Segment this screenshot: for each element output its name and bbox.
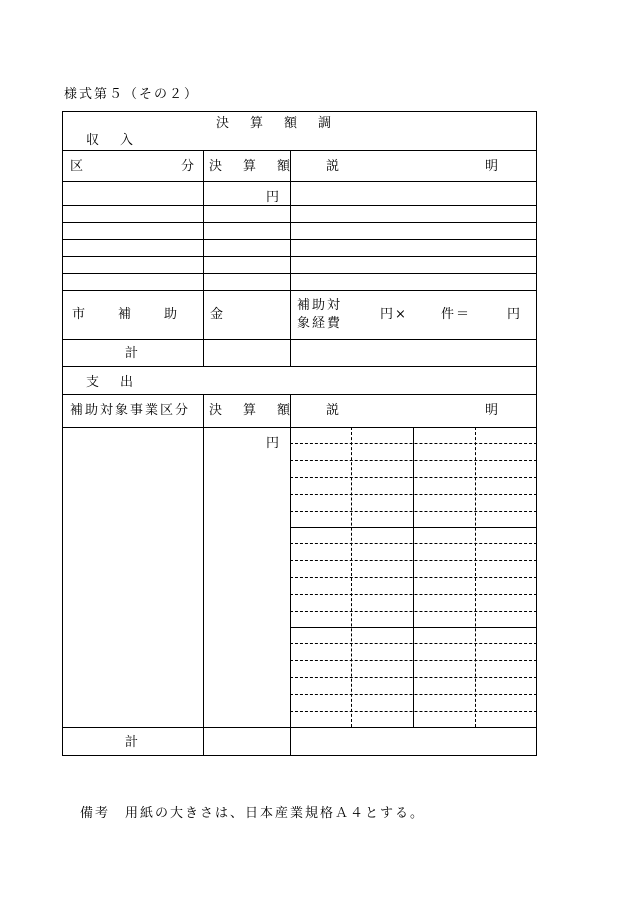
income-header-bottom-line [62, 181, 537, 182]
income-amount-header: 決 算 額 [209, 159, 295, 174]
expense-total-top-line [62, 727, 537, 728]
expense-header-top-line [62, 394, 537, 395]
income-desc-header-2: 明 [485, 159, 499, 174]
expense-col-divider-2 [290, 394, 291, 756]
desc-grid-dashed-row [290, 711, 537, 712]
income-desc-header: 説 [326, 159, 340, 174]
desc-grid-dashed-row [290, 560, 537, 561]
income-col-divider-1 [203, 150, 204, 366]
income-col-divider-2 [290, 150, 291, 366]
income-category-header-2: 分 [181, 159, 195, 174]
income-row-line [62, 273, 537, 274]
subsidy-target-label-1: 補助対 [297, 298, 343, 313]
desc-grid-dashed-row [290, 643, 537, 644]
desc-grid-dashed-row [290, 443, 537, 444]
desc-grid-dashed-row [290, 594, 537, 595]
subsidy-target-label-2: 象経費 [297, 316, 343, 331]
income-total-top-line [62, 339, 537, 340]
desc-grid-dashed-row [290, 611, 537, 612]
income-section-label: 収 入 [86, 133, 138, 148]
income-row-line [62, 239, 537, 240]
desc-grid-group-line [290, 527, 537, 528]
city-subsidy-label: 市 補 助 金 [72, 307, 234, 322]
desc-grid-dashed-row [290, 477, 537, 478]
desc-grid-dashed-row [290, 511, 537, 512]
expense-section-label: 支 出 [86, 375, 138, 390]
income-yen-mark: 円 [266, 190, 280, 205]
form-title: 決 算 額 調 [216, 116, 336, 131]
formula-yen-result: 円 [507, 307, 521, 322]
formula-yen-times: 円× [380, 307, 408, 322]
desc-grid-dashed-row [290, 677, 537, 678]
desc-grid-dashed-row [290, 460, 537, 461]
expense-total-label: 計 [125, 735, 139, 750]
expense-yen-mark: 円 [266, 436, 280, 451]
income-total-label: 計 [125, 346, 139, 361]
desc-grid-dashed-row [290, 494, 537, 495]
desc-grid-dashed-row [290, 577, 537, 578]
expense-amount-header: 決 算 額 [209, 403, 295, 418]
expense-col-divider-1 [203, 394, 204, 756]
desc-grid-dashed-row [290, 660, 537, 661]
income-header-top-line [62, 150, 537, 151]
income-row-line [62, 205, 537, 206]
footer-note: 備考 用紙の大きさは、日本産業規格Ａ４とする。 [80, 806, 426, 821]
formula-ken-equals: 件＝ [441, 307, 472, 322]
desc-grid-dashed-row [290, 543, 537, 544]
income-row-line [62, 256, 537, 257]
desc-grid-dashed-row [290, 694, 537, 695]
income-row-line [62, 222, 537, 223]
expense-desc-header-2: 明 [485, 403, 499, 418]
income-category-header: 区 [70, 159, 84, 174]
income-total-bottom-line [62, 366, 537, 367]
expense-desc-header: 説 [326, 403, 340, 418]
desc-grid-group-line [290, 627, 537, 628]
expense-category-header: 補助対象事業区分 [70, 403, 191, 418]
income-row-line [62, 290, 537, 291]
expense-header-bottom-line [62, 427, 537, 428]
form-id: 様式第５（その２） [64, 87, 200, 102]
